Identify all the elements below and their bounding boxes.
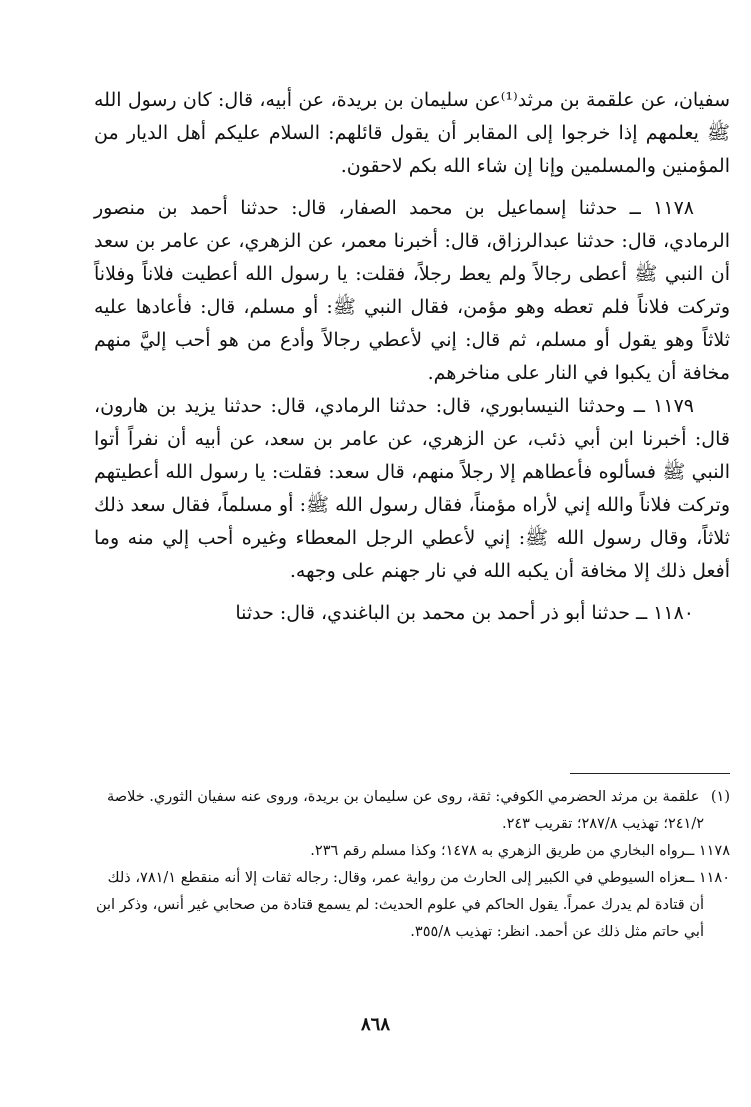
footnote-marker: ١١٧٨ ــ	[685, 843, 730, 859]
footnote-text: رواه البخاري من طريق الزهري به ١٤٧٨؛ وكذا مسلم رقم ٢٣٦.	[310, 843, 686, 859]
footnote-marker: (١)	[710, 789, 730, 805]
footnote-marker: ١١٨٠ ــ	[685, 870, 730, 886]
hadith-1180: ١١٨٠ ــ حدثنا أبو ذر أحمد بن محمد بن الباغندي، قال: حدثنا	[235, 602, 694, 624]
footnote-text: علقمة بن مرثد الحضرمي الكوفي: ثقة، روى عن سليمان بن بريدة، وروى عنه سفيان الثوري. خلاصة ٢٤١/٢؛ تهذيب ٢٨٧/٨؛ تقريب ٢٤٣.	[107, 789, 704, 832]
page-number: ٨٦٨	[360, 1014, 390, 1035]
hadith-1179: ١١٧٩ ــ وحدثنا النيسابوري، قال: حدثنا الرمادي، قال: حدثنا يزيد بن هارون، قال: أخبرنا ابن أبي ذئب، عن الزهري، عن عامر بن سعد، عن أبيه أن نفراً أتوا النبي ﷺ فسألوه فأعطاهم إلا رجلاً منهم، قال سعد: فقلت: يا رسول الله أعطيتهم وتركت فلاناً والله إني لأراه مؤمناً، فقال رسول الله ﷺ: أو مسلماً، فقال سعد ذلك ثلاثاً، وقال رسول الله ﷺ: إني لأعطي الرجل المعطاء وغيره أحب إلي منه وما أفعل ذلك إلا مخافة أن يكبه الله في نار جهنم على وجهه.	[94, 395, 730, 582]
footnote-text: عزاه السيوطي في الكبير إلى الحارث من رواية عمر، وقال: رجاله ثقات إلا أنه منقطع ٧٨١/١، ذلك أن قتادة لم يدرك عمراً. يقول الحاكم في علوم الحديث: لم يسمع قتادة من صحابي غير أنس، وذكر ابن أبي حاتم مثل ذلك عن أحمد. انظر: تهذيب ٣٥٥/٨.	[95, 870, 704, 940]
footnote-1	[94, 784, 730, 838]
main-text	[94, 84, 730, 630]
hadith-1178: ١١٧٨ ــ حدثنا إسماعيل بن محمد الصفار، قال: حدثنا أحمد بن منصور الرمادي، قال: حدثنا عبدالرزاق، قال: أخبرنا معمر، عن الزهري، عن عامر بن سعد أن النبي ﷺ أعطى رجالاً ولم يعط رجلاً، فقلت: يا رسول الله أعطيت فلاناً وفلاناً وتركت فلاناً فلم تعطه وهو مؤمن، فقال النبي ﷺ: أو مسلم، قال: فأعادها عليه ثلاثاً وهو يقول أو مسلم، ثم قال: إني لأعطي رجالاً وأدع من هو أحب إليَّ منهم مخافة أن يكبوا في النار على مناخرهم.	[94, 197, 730, 384]
footnote-divider	[570, 773, 730, 774]
paragraph-continuation: سفيان، عن علقمة بن مرثد⁽¹⁾عن سليمان بن بريدة، عن أبيه، قال: كان رسول الله ﷺ يعلمهم إذا خرجوا إلى المقابر أن يقول قائلهم: السلام عليكم أهل الديار من المؤمنين والمسلمين وإنا إن شاء الله بكم لاحقون.	[94, 89, 730, 177]
footnote-1178	[94, 838, 730, 865]
footnote-1180	[94, 865, 730, 946]
footnotes	[94, 784, 730, 946]
page-body	[94, 84, 730, 940]
